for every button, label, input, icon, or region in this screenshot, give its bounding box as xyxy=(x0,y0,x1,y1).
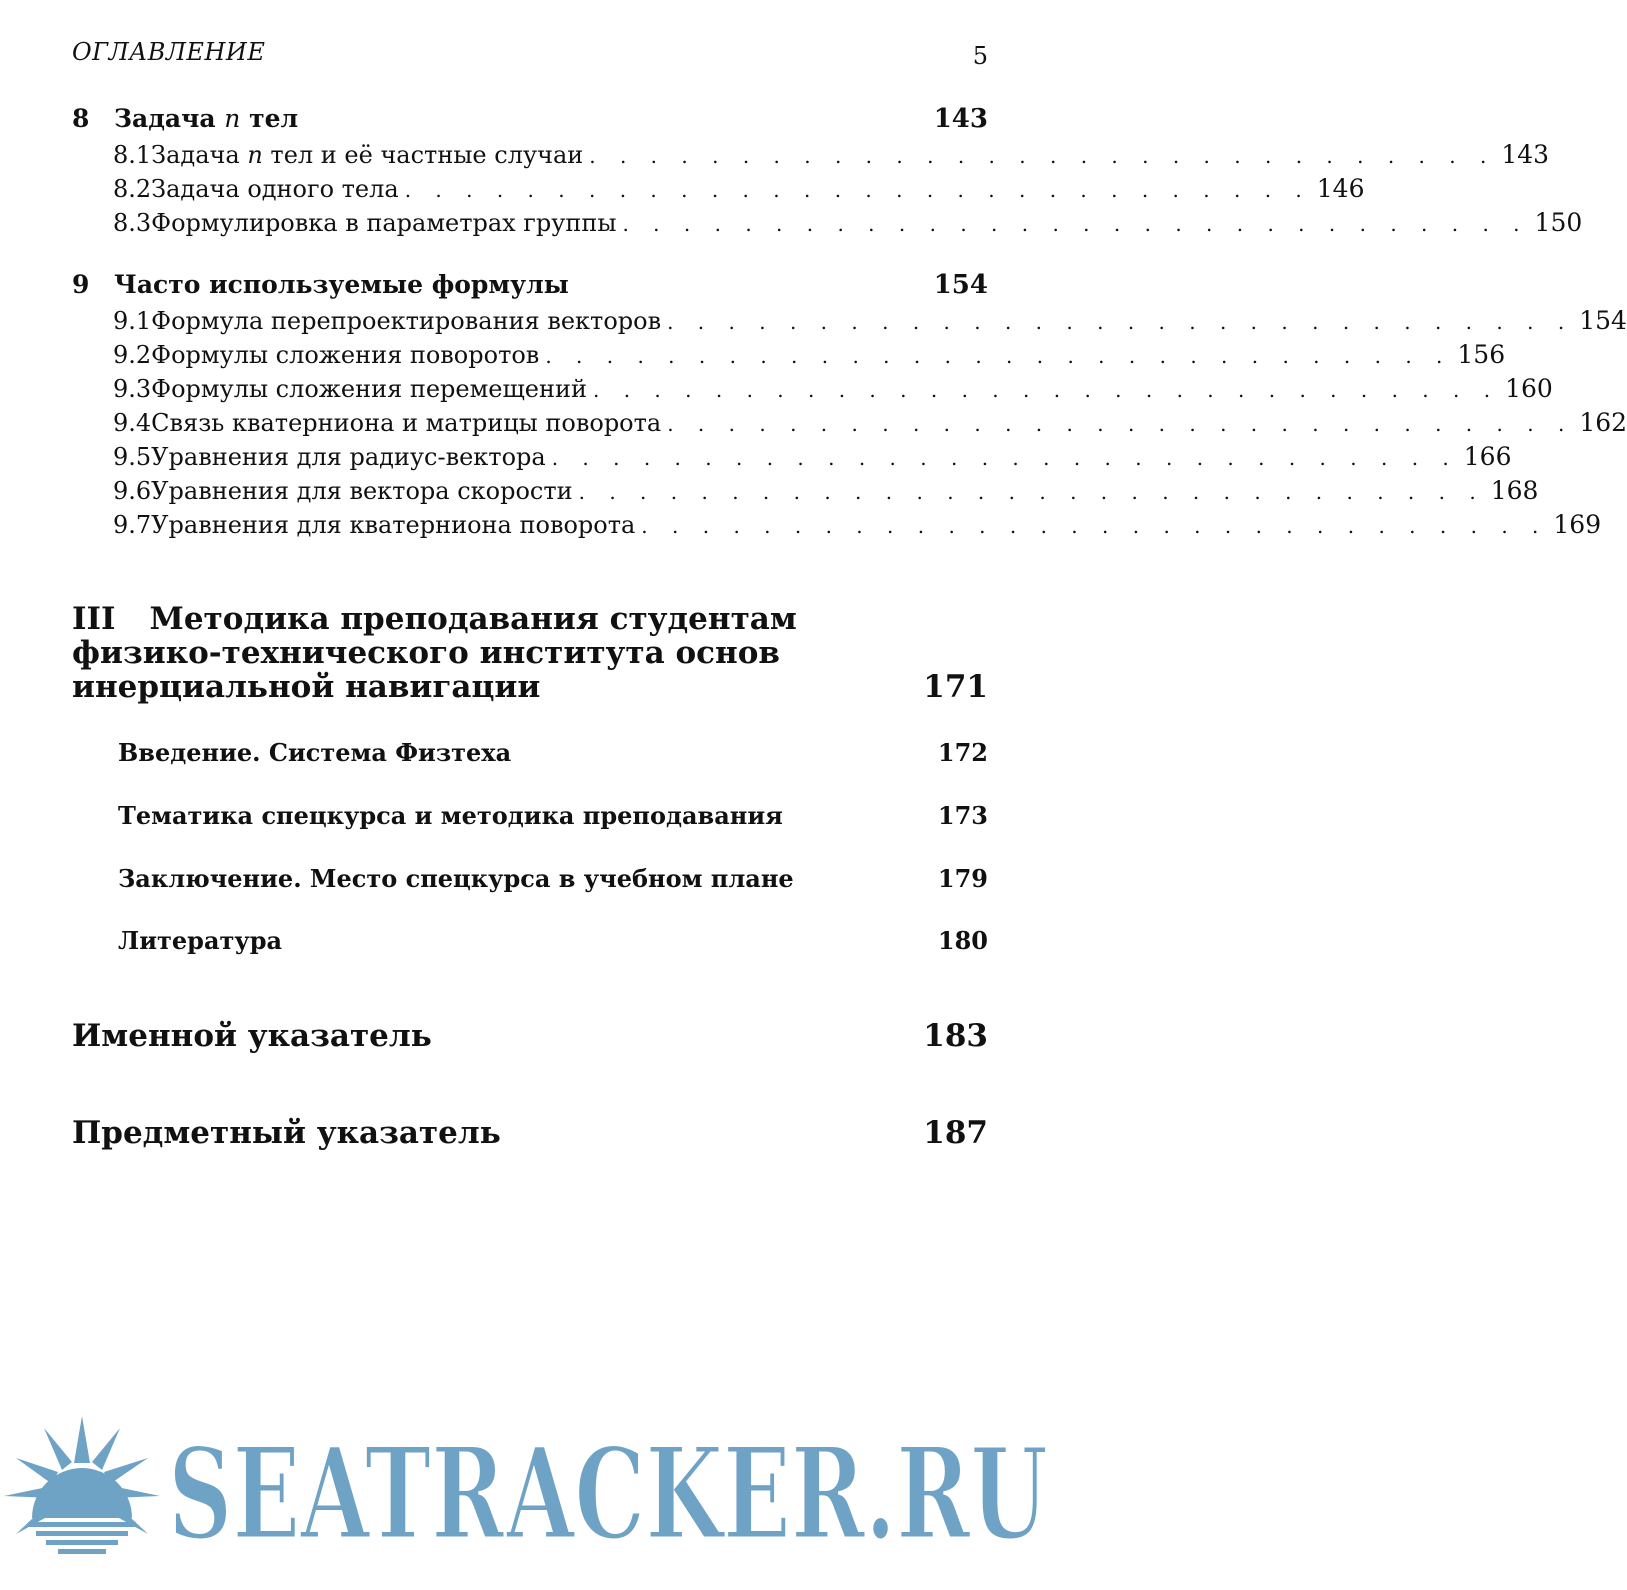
subsection-row xyxy=(118,801,988,830)
chapter-title: Задача n тел xyxy=(114,104,299,133)
section-title: Формулы сложения перемещений xyxy=(151,375,587,403)
part-title-line: III Методика преподавания студентам xyxy=(72,601,797,637)
section-number: 9.7 xyxy=(113,511,152,539)
section-number: 9.4 xyxy=(113,409,152,437)
section-number: 9.2 xyxy=(113,341,152,369)
subsection-title: Тематика спецкурса и методика преподавания xyxy=(118,801,783,830)
leader-dots: . . . . . . . . . . . . . . . . . . . . . . . . . . . . . . xyxy=(667,310,1574,334)
leader-dots: . . . . . . . . . . . . . . . . . . . . . . . . . . . . . . xyxy=(622,212,1529,236)
section-row xyxy=(113,208,1583,237)
part-title-line: физико-технического института основ xyxy=(72,635,780,671)
index-row xyxy=(72,1115,988,1151)
section-title: Уравнения для вектора скорости xyxy=(151,477,573,505)
part-page: 171 xyxy=(923,669,988,705)
subsection-page: 172 xyxy=(937,738,988,767)
leader-dots: . . . . . . . . . . . . . . . . . . . . . . . . . . . . . . xyxy=(404,178,1311,202)
index-page: 187 xyxy=(923,1115,988,1151)
section-row xyxy=(113,340,1506,369)
section-row xyxy=(113,140,1550,169)
section-row xyxy=(113,442,1512,471)
subsection-row xyxy=(118,738,988,767)
chapter-page: 154 xyxy=(933,270,988,300)
section-page: 168 xyxy=(1490,476,1539,505)
section-number: 8.3 xyxy=(113,209,152,237)
part-number: III xyxy=(72,601,116,637)
section-number: 9.1 xyxy=(113,307,152,335)
page-number: 5 xyxy=(972,42,988,70)
section-number: 9.3 xyxy=(113,375,152,403)
subsection-page: 173 xyxy=(937,801,988,830)
section-page: 154 xyxy=(1579,306,1627,335)
section-page: 169 xyxy=(1553,510,1602,539)
section-number: 8.2 xyxy=(113,175,152,203)
watermark-text xyxy=(160,1420,1060,1570)
section-page: 156 xyxy=(1457,340,1506,369)
leader-dots: . . . . . . . . . . . . . . . . . . . . . . . . . . . . . . xyxy=(578,480,1485,504)
section-page: 166 xyxy=(1463,442,1512,471)
leader-dots: . . . . . . . . . . . . . . . . . . . . . . . . . . . . . . xyxy=(589,144,1496,168)
chapter-8-row xyxy=(72,104,988,134)
subsection-page: 179 xyxy=(937,864,988,893)
index-row xyxy=(72,1018,988,1054)
section-title: Формулы сложения поворотов xyxy=(151,341,540,369)
leader-dots: . . . . . . . . . . . . . . . . . . . . . . . . . . . . . . xyxy=(551,446,1458,470)
chapter-page: 143 xyxy=(933,104,988,134)
section-number: 8.1 xyxy=(113,141,152,169)
section-title: Задача одного тела xyxy=(151,175,399,203)
index-page: 183 xyxy=(923,1018,988,1054)
leader-dots: . . . . . . . . . . . . . . . . . . . . . . . . . . . . . . xyxy=(545,344,1452,368)
subsection-title: Литература xyxy=(118,926,283,955)
section-row xyxy=(113,374,1553,403)
leader-dots: . . . . . . . . . . . . . . . . . . . . . . . . . . . . . . xyxy=(641,514,1548,538)
running-head: ОГЛАВЛЕНИЕ xyxy=(72,38,266,66)
chapter-9-row xyxy=(72,270,988,300)
section-row xyxy=(113,306,1627,335)
leader-dots: . . . . . . . . . . . . . . . . . . . . . . . . . . . . . . xyxy=(593,378,1500,402)
index-title: Именной указатель xyxy=(72,1018,432,1054)
section-page: 160 xyxy=(1505,374,1553,403)
section-title: Формулировка в параметрах группы xyxy=(151,209,617,237)
svg-text:SEATRACKER.RU: SEATRACKER.RU xyxy=(168,1420,1048,1568)
chapter-title: Часто используемые формулы xyxy=(114,270,569,299)
chapter-number: 8 xyxy=(72,104,90,133)
section-row xyxy=(113,174,1365,203)
section-title: Связь кватерниона и матрицы поворота xyxy=(151,409,662,437)
section-row xyxy=(113,476,1539,505)
section-title: Уравнения для радиус-вектора xyxy=(151,443,546,471)
section-row xyxy=(113,510,1602,539)
leader-dots: . . . . . . . . . . . . . . . . . . . . . . . . . . . . . . xyxy=(667,412,1574,436)
section-page: 143 xyxy=(1501,140,1550,169)
section-page: 150 xyxy=(1534,208,1583,237)
section-number: 9.5 xyxy=(113,443,152,471)
chapter-number: 9 xyxy=(72,270,90,299)
part-heading xyxy=(72,602,988,704)
section-title: Задача n тел и её частные случаи xyxy=(151,141,584,169)
subsection-page: 180 xyxy=(937,926,988,955)
section-title: Формула перепроектирования векторов xyxy=(151,307,662,335)
subsection-row xyxy=(118,864,988,893)
index-title: Предметный указатель xyxy=(72,1115,501,1151)
section-page: 162 xyxy=(1579,408,1627,437)
section-title: Уравнения для кватерниона поворота xyxy=(151,511,636,539)
subsection-title: Заключение. Место спецкурса в учебном плане xyxy=(118,864,794,893)
subsection-row xyxy=(118,926,988,955)
sun-logo-icon xyxy=(0,1408,165,1568)
subsection-title: Введение. Система Физтеха xyxy=(118,738,512,767)
part-title-line: инерциальной навигации 171 xyxy=(72,669,988,705)
section-row xyxy=(113,408,1627,437)
section-page: 146 xyxy=(1316,174,1365,203)
section-number: 9.6 xyxy=(113,477,152,505)
